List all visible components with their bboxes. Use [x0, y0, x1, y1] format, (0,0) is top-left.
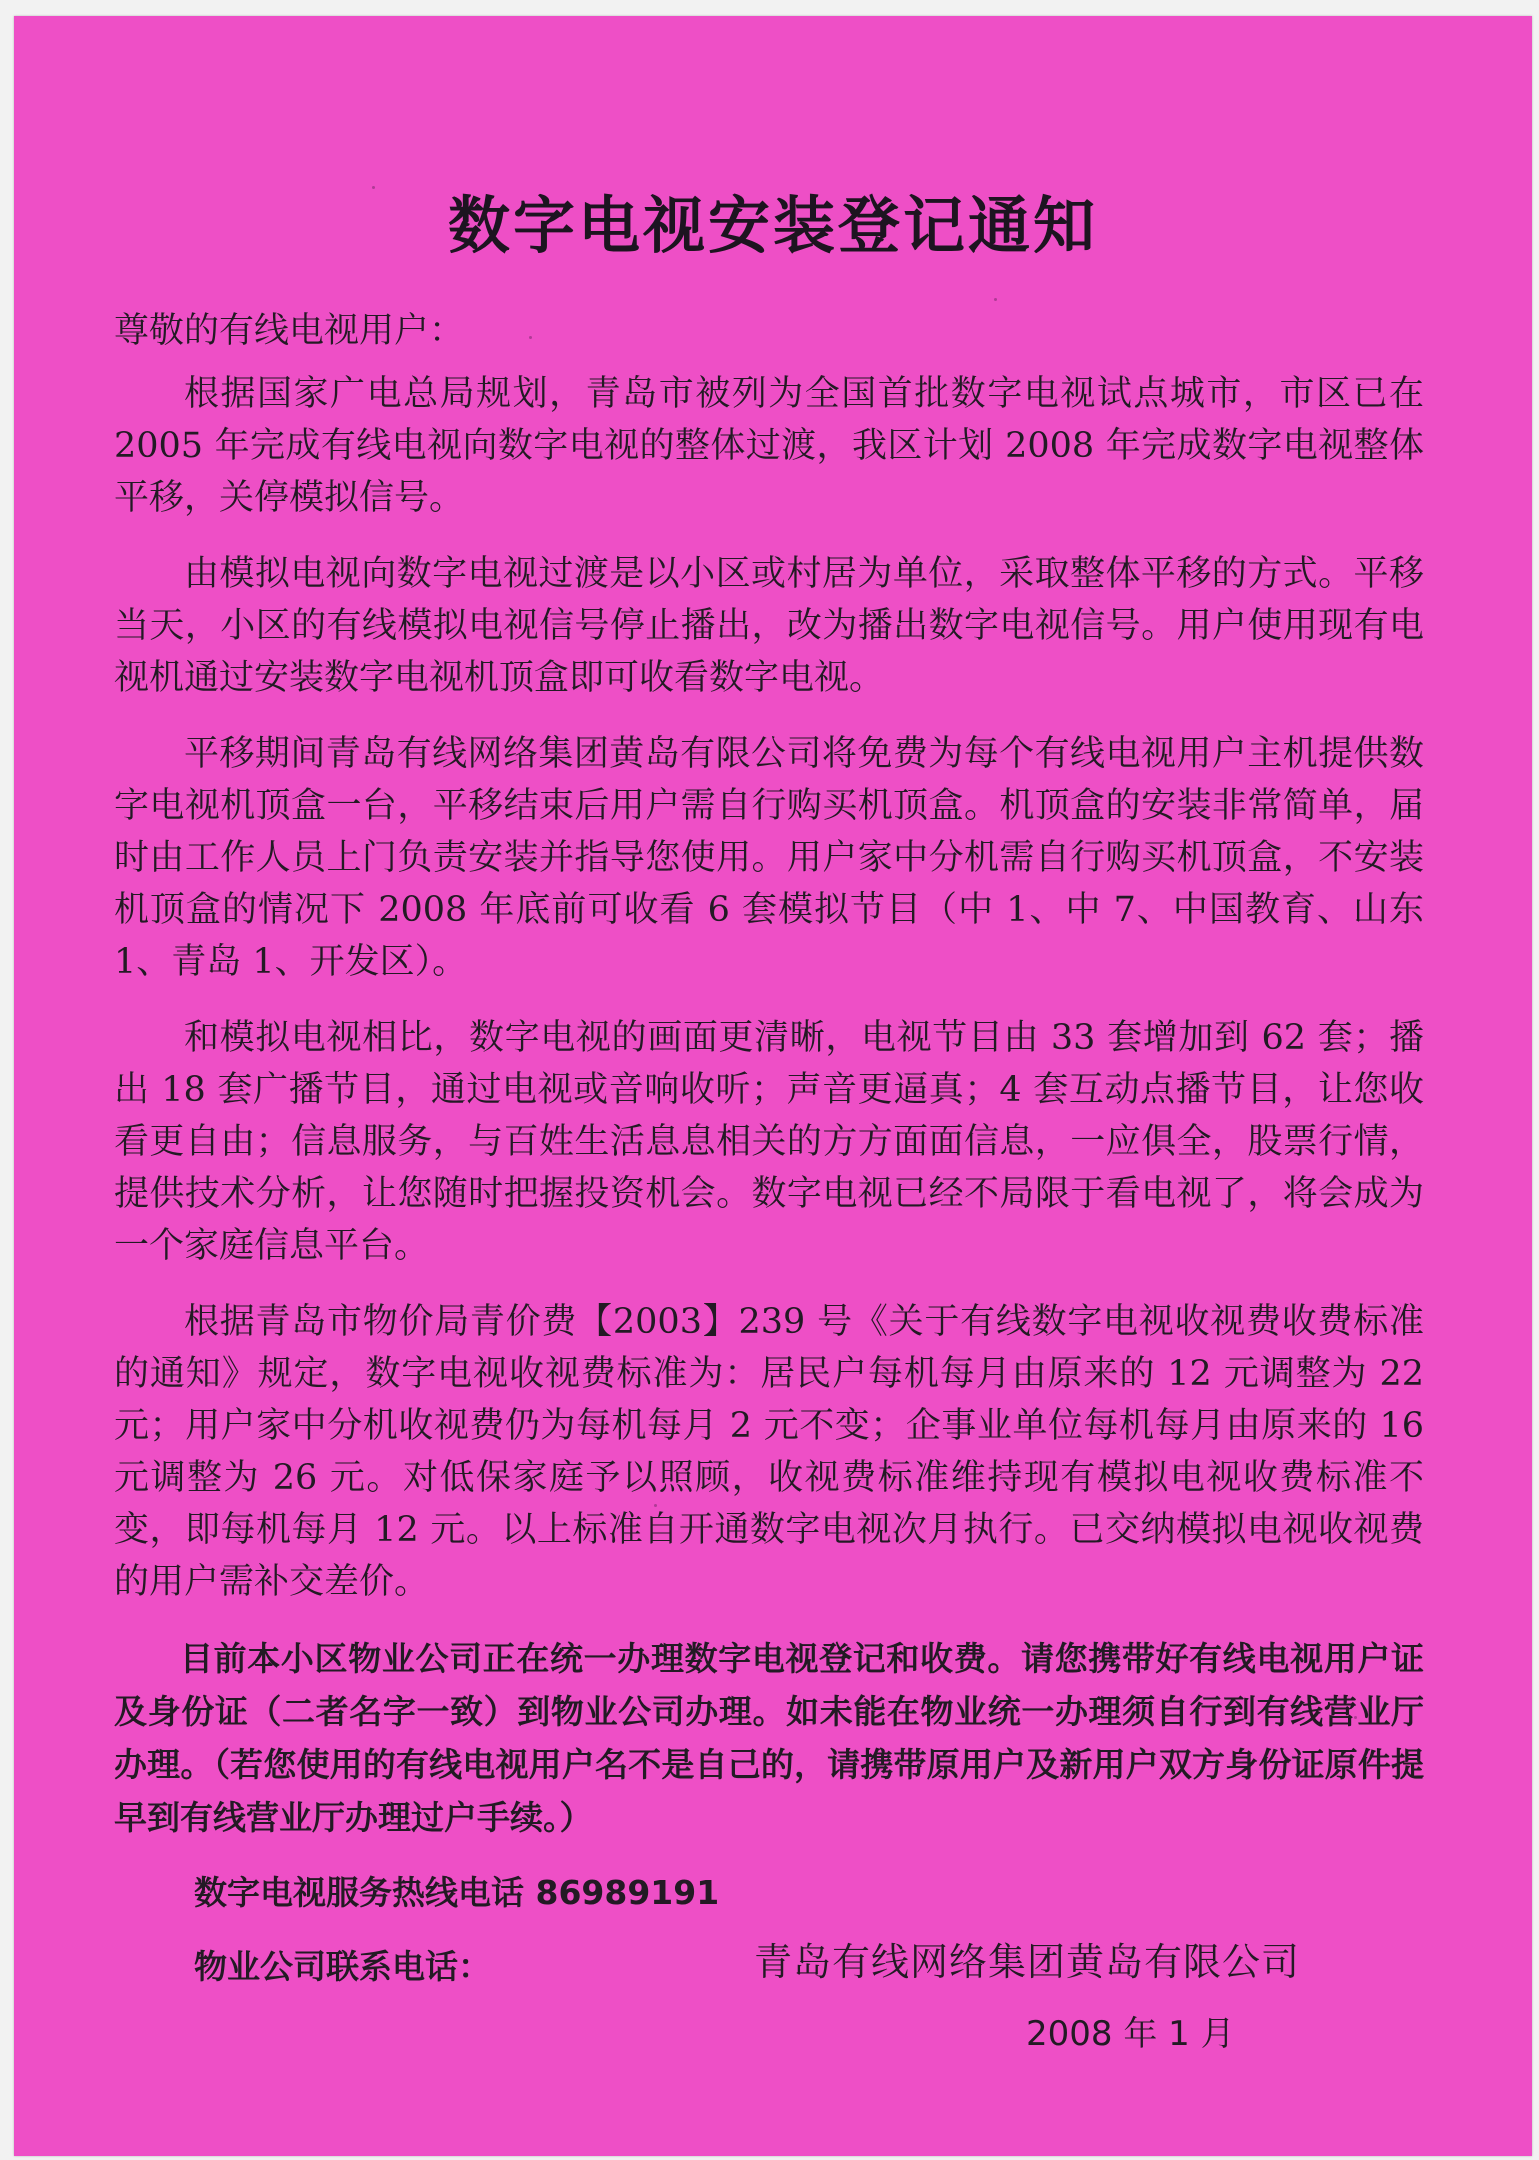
salutation: 尊敬的有线电视用户： [114, 311, 465, 351]
notice-body [114, 306, 1424, 2016]
notice-sheet [14, 16, 1532, 2156]
paragraph-registration-instructions: 目前本小区物业公司正在统一办理数字电视登记和收费。请您携带好有线电视用户证及身份证（二者名字一致）到物业公司办理。如未能在物业统一办理须自行到有线营业厅办理。（若您使用的有线电视用户名不是自己的，请携带原用户及新用户双方身份证原件提早到有线营业厅办理过户手续。） [114, 1639, 1424, 1837]
paragraph-transition-method: 由模拟电视向数字电视过渡是以小区或村居为单位，采取整体平移的方式。平移当天，小区的有线模拟电视信号停止播出，改为播出数字电视信号。用户使用现有电视机通过安装数字电视机顶盒即可收看数字电视。 [114, 554, 1424, 698]
service-hotline: 数字电视服务热线电话 86989191 [194, 1873, 720, 1912]
property-contact-phone: 物业公司联系电话： [194, 1947, 491, 1986]
paragraph-set-top-box: 平移期间青岛有线网络集团黄岛有限公司将免费为每个有线电视用户主机提供数字电视机顶盒一台，平移结束后用户需自行购买机顶盒。机顶盒的安装非常简单，届时由工作人员上门负责安装并指导您使用。用户家中分机需自行购买机顶盒，不安装机顶盒的情况下 2008 年底前可收看 6 套模拟节目（中 1、中 7、中国教育、山东 1、青岛 1、开发区）。 [114, 734, 1424, 982]
paper-speck [372, 186, 375, 189]
paper-speck [1354, 1716, 1357, 1719]
issue-date: 2008 年 1 月 [1026, 2014, 1235, 2054]
paragraph-fee-standard: 根据青岛市物价局青价费【2003】239 号《关于有线数字电视收视费收费标准的通知》规定，数字电视收视费标准为：居民户每机每月由原来的 12 元调整为 22 元；用户家中分机收视费仍为每机每月 2 元不变；企事业单位每机每月由原来的 16 元调整为 26 元。对低保家庭予以照顾，收视费标准维持现有模拟电视收费标准不变，即每机每月 12 元。以上标准自开通数字电视次月执行。已交纳模拟电视收视费的用户需补交差价。 [114, 1302, 1424, 1602]
paper-speck [654, 1504, 657, 1507]
paper-speck [994, 298, 997, 301]
paragraph-digital-tv-plan: 根据国家广电总局规划，青岛市被列为全国首批数字电视试点城市，市区已在 2005 年完成有线电视向数字电视的整体过渡，我区计划 2008 年完成数字电视整体平移，关停模拟信号。 [114, 374, 1424, 518]
paper-speck [529, 336, 532, 339]
issuer-company: 青岛有线网络集团黄岛有限公司 [754, 1940, 1301, 1984]
notice-title: 数字电视安装登记通知 [447, 189, 1098, 262]
paragraph-benefits: 和模拟电视相比，数字电视的画面更清晰，电视节目由 33 套增加到 62 套；播出 18 套广播节目，通过电视或音响收听；声音更逼真；4 套互动点播节目，让您收看更自由；信息服务，与百姓生活息息相关的方方面面信息，一应俱全，股票行情，提供技术分析，让您随时把握投资机会。数字电视已经不局限于看电视了，将会成为一个家庭信息平台。 [114, 1018, 1424, 1266]
